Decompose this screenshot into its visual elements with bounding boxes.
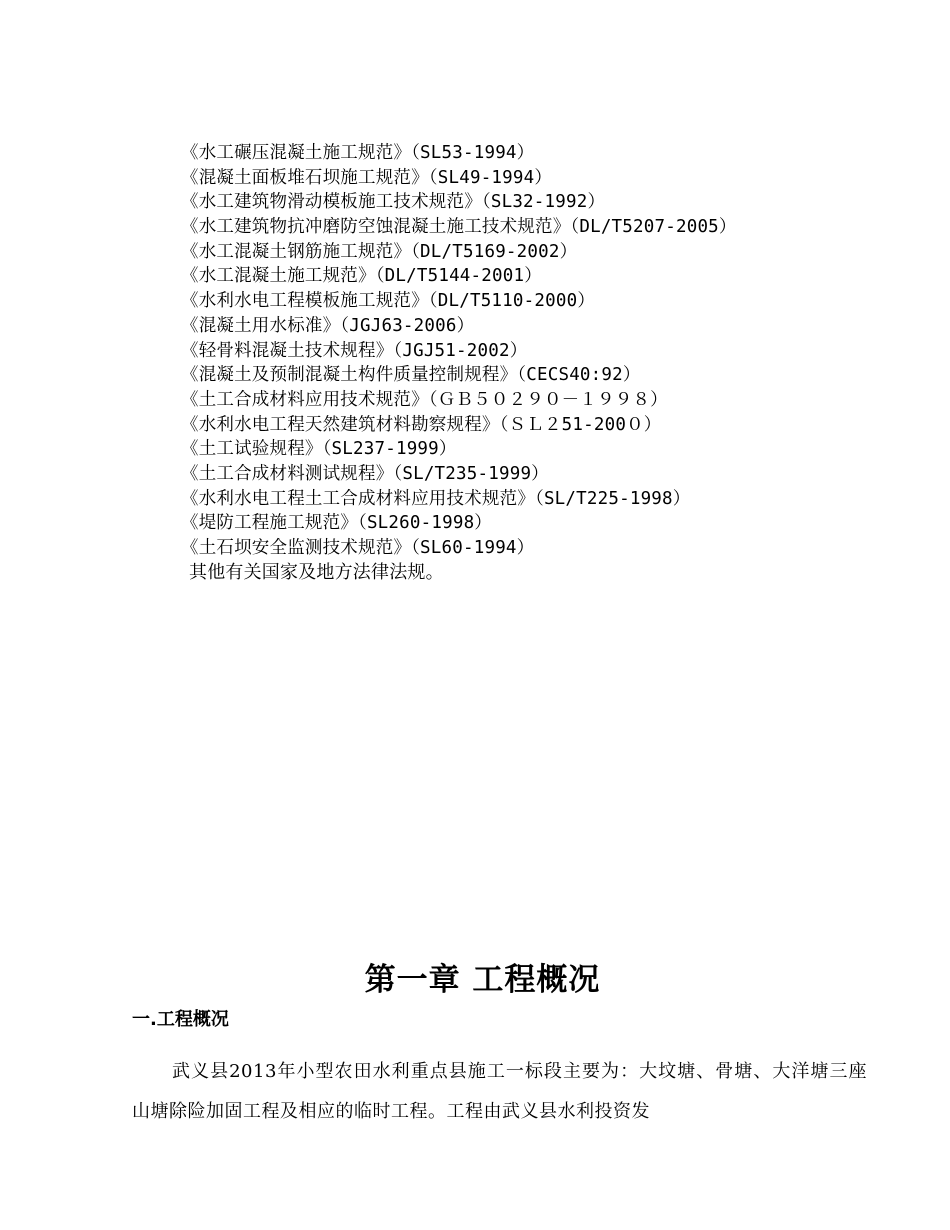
reference-item: 《土工试验规程》（SL237-1999） xyxy=(181,439,457,460)
reference-item: 《水工碾压混凝土施工规范》（SL53-1994） xyxy=(181,143,535,163)
body-paragraph: 武义县2013年小型农田水利重点县施工一标段主要为：大坟塘、骨塘、大洋塘三座山塘除险加固工程及相应的临时工程。工程由武义县水利投资发 xyxy=(132,1061,867,1122)
reference-item: 《堤防工程施工规范》（SL260-1998） xyxy=(181,513,493,534)
reference-item: 《轻骨料混凝土技术规程》（JGJ51-2002） xyxy=(181,340,528,361)
reference-item: 《水工混凝土钢筋施工规范》（DL/T5169-2002） xyxy=(181,241,578,262)
other-regulations-line: 其他有关国家及地方法律法规。 xyxy=(189,561,444,583)
reference-item: 《水利水电工程天然建筑材料勘察规程》（ＳＬ２51-200０） xyxy=(181,414,662,435)
chapter-title: 第一章 工程概况 xyxy=(364,961,601,998)
reference-item: 《土石坝安全监测技术规范》（SL60-1994） xyxy=(181,538,535,558)
reference-item: 《水工混凝土施工规范》（DL/T5144-2001） xyxy=(181,266,542,287)
reference-item: 《水利水电工程模板施工规范》（DL/T5110-2000） xyxy=(181,291,596,312)
reference-item: 《混凝土及预制混凝土构件质量控制规程》（CECS40:92） xyxy=(181,365,641,386)
reference-standards-list xyxy=(181,141,737,585)
reference-item: 《混凝土用水标准》（JGJ63-2006） xyxy=(181,315,475,336)
reference-item: 《水利水电工程土工合成材料应用技术规范》（SL/T225-1998） xyxy=(181,488,691,509)
section-heading: 一.工程概况 xyxy=(132,1008,229,1030)
reference-item: 《土工合成材料测试规程》（SL/T235-1999） xyxy=(181,463,549,484)
reference-item: 《土工合成材料应用技术规范》（ＧＢ５０２９０－１９９８） xyxy=(181,389,668,410)
reference-item: 《水工建筑物滑动模板施工技术规范》（SL32-1992） xyxy=(181,192,606,213)
reference-item: 《混凝土面板堆石坝施工规范》（SL49-1994） xyxy=(181,167,553,188)
reference-item: 《水工建筑物抗冲磨防空蚀混凝土施工技术规范》（DL/T5207-2005） xyxy=(181,217,737,238)
